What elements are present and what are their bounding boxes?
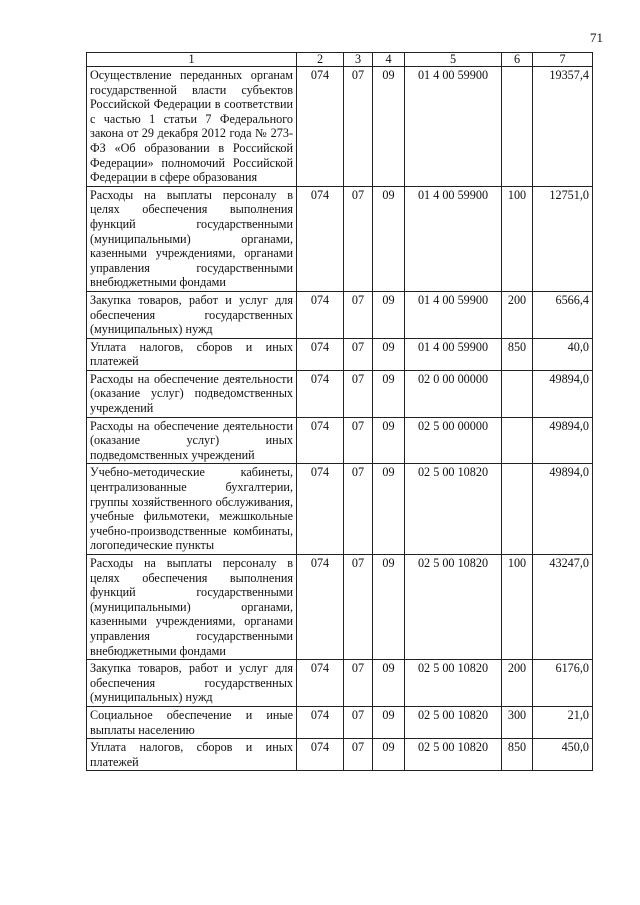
row-subsection-code: 09 [373, 706, 405, 738]
row-amount: 12751,0 [533, 186, 593, 291]
row-subsection-code: 09 [373, 291, 405, 338]
table-row [87, 706, 593, 738]
row-section-code: 07 [344, 291, 373, 338]
row-section-code: 07 [344, 417, 373, 464]
row-expense-type [502, 464, 533, 555]
row-ministry-code: 074 [297, 417, 344, 464]
row-description: Учебно-методические кабинеты, централизованные бухгалтерии, группы хозяйственного обслуживания, учебные фильмотеки, межшкольные учебно-производственные комбинаты, логопедические пункты [87, 464, 297, 555]
row-subsection-code: 09 [373, 660, 405, 707]
header-col-3: 3 [344, 53, 373, 67]
row-ministry-code: 074 [297, 660, 344, 707]
row-target-article: 02 5 00 10820 [405, 739, 502, 771]
row-amount: 6176,0 [533, 660, 593, 707]
row-amount: 49894,0 [533, 464, 593, 555]
row-expense-type [502, 67, 533, 187]
row-description: Закупка товаров, работ и услуг для обеспечения государственных (муниципальных) нужд [87, 291, 297, 338]
row-ministry-code: 074 [297, 338, 344, 370]
row-expense-type: 100 [502, 555, 533, 660]
table-row [87, 291, 593, 338]
row-expense-type: 100 [502, 186, 533, 291]
row-description: Социальное обеспечение и иные выплаты населению [87, 706, 297, 738]
row-section-code: 07 [344, 186, 373, 291]
header-col-5: 5 [405, 53, 502, 67]
row-ministry-code: 074 [297, 67, 344, 187]
row-subsection-code: 09 [373, 370, 405, 417]
table-row [87, 555, 593, 660]
row-amount: 6566,4 [533, 291, 593, 338]
row-description: Осуществление переданных органам государственной власти субъектов Российской Федерации в соответствии с частью 1 статьи 7 Федерального закона от 29 декабря 2012 года № 273-ФЗ «Об образовании в Российской Федерации» полномочий Российской Федерации в сфере образования [87, 67, 297, 187]
table-row [87, 464, 593, 555]
table-row [87, 186, 593, 291]
row-target-article: 02 5 00 10820 [405, 464, 502, 555]
row-target-article: 01 4 00 59900 [405, 338, 502, 370]
row-target-article: 02 5 00 10820 [405, 706, 502, 738]
table-row [87, 67, 593, 187]
row-subsection-code: 09 [373, 739, 405, 771]
header-col-7: 7 [533, 53, 593, 67]
row-subsection-code: 09 [373, 338, 405, 370]
header-col-1: 1 [87, 53, 297, 67]
row-expense-type: 850 [502, 739, 533, 771]
row-expense-type [502, 370, 533, 417]
row-expense-type: 200 [502, 291, 533, 338]
row-description: Расходы на выплаты персоналу в целях обеспечения выполнения функций государственными (муниципальными) органами, казенными учреждениями, органами управления государственными внебюджетными фондами [87, 555, 297, 660]
row-section-code: 07 [344, 555, 373, 660]
table-row [87, 370, 593, 417]
row-description: Расходы на обеспечение деятельности (оказание услуг) подведомственных учреждений [87, 370, 297, 417]
row-section-code: 07 [344, 739, 373, 771]
row-expense-type: 850 [502, 338, 533, 370]
header-col-6: 6 [502, 53, 533, 67]
row-target-article: 02 5 00 10820 [405, 555, 502, 660]
row-amount: 450,0 [533, 739, 593, 771]
row-section-code: 07 [344, 67, 373, 187]
table-header-row [87, 53, 593, 67]
page-number: 71 [590, 30, 603, 45]
row-target-article: 01 4 00 59900 [405, 291, 502, 338]
row-ministry-code: 074 [297, 464, 344, 555]
row-expense-type: 200 [502, 660, 533, 707]
row-subsection-code: 09 [373, 67, 405, 187]
table-row [87, 417, 593, 464]
row-section-code: 07 [344, 706, 373, 738]
row-subsection-code: 09 [373, 555, 405, 660]
row-amount: 49894,0 [533, 417, 593, 464]
row-ministry-code: 074 [297, 706, 344, 738]
row-target-article: 02 0 00 00000 [405, 370, 502, 417]
row-description: Уплата налогов, сборов и иных платежей [87, 338, 297, 370]
table-row [87, 739, 593, 771]
row-ministry-code: 074 [297, 739, 344, 771]
table-row [87, 660, 593, 707]
row-amount: 43247,0 [533, 555, 593, 660]
row-section-code: 07 [344, 338, 373, 370]
row-ministry-code: 074 [297, 555, 344, 660]
row-description: Закупка товаров, работ и услуг для обеспечения государственных (муниципальных) нужд [87, 660, 297, 707]
header-col-4: 4 [373, 53, 405, 67]
row-amount: 40,0 [533, 338, 593, 370]
row-description: Уплата налогов, сборов и иных платежей [87, 739, 297, 771]
header-col-2: 2 [297, 53, 344, 67]
row-target-article: 01 4 00 59900 [405, 67, 502, 187]
row-expense-type: 300 [502, 706, 533, 738]
row-description: Расходы на обеспечение деятельности (оказание услуг) иных подведомственных учреждений [87, 417, 297, 464]
table-row [87, 338, 593, 370]
row-subsection-code: 09 [373, 464, 405, 555]
row-ministry-code: 074 [297, 370, 344, 417]
row-description: Расходы на выплаты персоналу в целях обеспечения выполнения функций государственными (муниципальными) органами, казенными учреждениями, органами управления государственными внебюджетными фондами [87, 186, 297, 291]
budget-table [86, 52, 593, 771]
row-target-article: 02 5 00 10820 [405, 660, 502, 707]
row-section-code: 07 [344, 370, 373, 417]
row-section-code: 07 [344, 660, 373, 707]
row-ministry-code: 074 [297, 186, 344, 291]
row-target-article: 02 5 00 00000 [405, 417, 502, 464]
row-subsection-code: 09 [373, 186, 405, 291]
row-amount: 19357,4 [533, 67, 593, 187]
row-subsection-code: 09 [373, 417, 405, 464]
row-amount: 21,0 [533, 706, 593, 738]
row-target-article: 01 4 00 59900 [405, 186, 502, 291]
row-expense-type [502, 417, 533, 464]
row-ministry-code: 074 [297, 291, 344, 338]
row-section-code: 07 [344, 464, 373, 555]
row-amount: 49894,0 [533, 370, 593, 417]
